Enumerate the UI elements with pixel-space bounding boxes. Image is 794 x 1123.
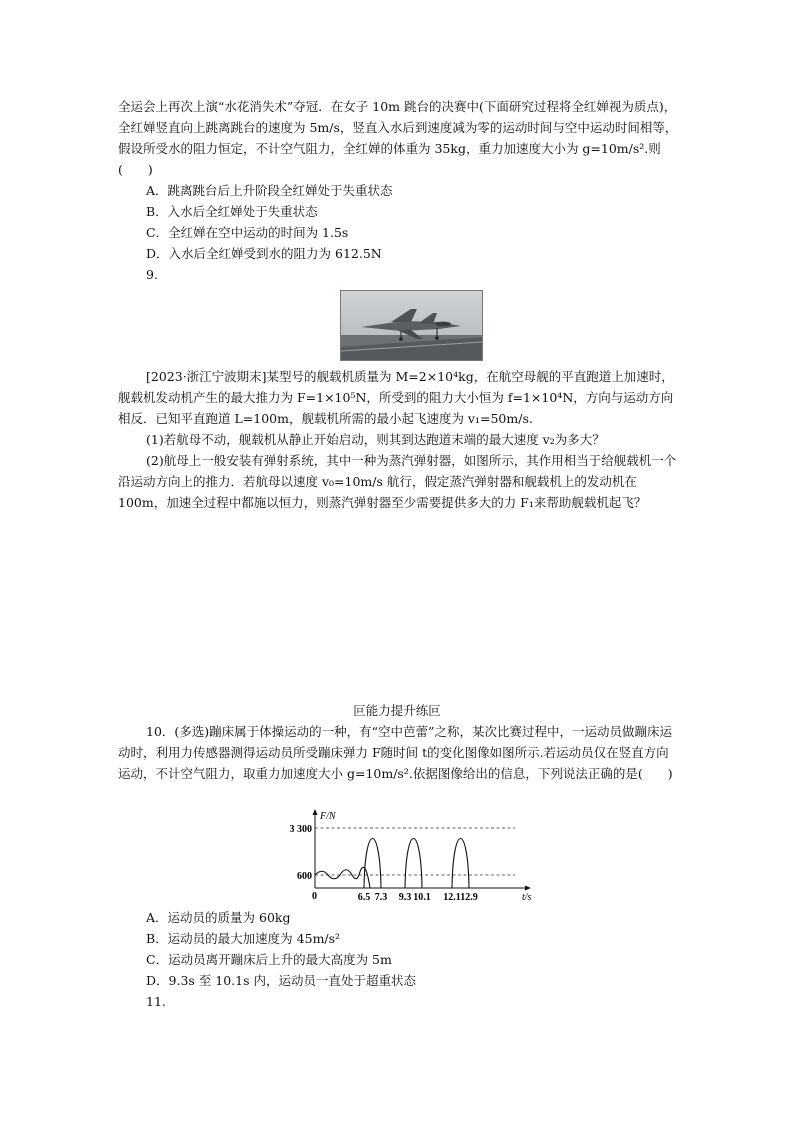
y-axis-label: F/N bbox=[320, 811, 336, 822]
x-tick-label: 10.1 bbox=[413, 892, 431, 902]
force-peak-3 bbox=[452, 839, 469, 889]
force-peak-1 bbox=[364, 839, 381, 889]
y-axis-arrow bbox=[313, 809, 318, 815]
q9-part-2: (2)航母上一般安装有弹射系统，其中一种为蒸汽弹射器，如图所示，其作用相当于给舰载机一个沿运动方向上的推力．若航母以速度 v₀=10m/s 航行，假定蒸汽弹射器和舰载机上的发动机在 100m，加速全过程中都施以恒力，则蒸汽弹射器至少需要提供多大的力 F₁来帮助舰载机起飞？ bbox=[118, 453, 677, 510]
q9-stem: [2023·浙江宁波期末]某型号的舰载机质量为 M=2×10⁴kg，在航空母舰的平直跑道上加速时，舰载机发动机产生的最大推力为 F=1×10⁵N，所受到的阻力大小恒为 f=1×10⁴N，方向与运动方向相反．已知平直跑道 L=100m，舰载机所需的最小起飞速度为 v₁=50m/s. bbox=[118, 369, 674, 426]
section-title: 叵能力提升练叵 bbox=[353, 703, 441, 718]
q9-number: 9. bbox=[146, 267, 158, 282]
initial-oscillation-curve bbox=[315, 867, 370, 888]
carrier-aircraft-photo bbox=[340, 290, 483, 361]
q9-part-1: (1)若航母不动，舰载机从静止开始启动，则其到达跑道末端的最大速度 v₂为多大？ bbox=[146, 432, 605, 447]
x-tick-label: 12.9 bbox=[460, 892, 478, 902]
y-tick-3300: 3 300 bbox=[289, 824, 312, 835]
q8-option-a: A．跳离跳台后上升阶段全红婵处于失重状态 bbox=[146, 183, 393, 198]
force-time-chart bbox=[280, 806, 540, 902]
x-tick-label: 7.3 bbox=[374, 892, 388, 902]
q8-stem: 全运会上再次上演“水花消失术”夺冠．在女子 10m 跳台的决赛中(下面研究过程将全红婵视为质点)，全红婵竖直向上跳离跳台的速度为 5m/s，竖直入水后到速度减为零的运动时间与空中运动时间相等，假设所受水的阻力恒定，不计空气阻力，全红婵的体重为 35kg，重力加速度大小为 g=10m/s².则( ) bbox=[118, 99, 678, 177]
q10-option-b: B．运动员的最大加速度为 45m/s² bbox=[146, 931, 341, 946]
fighter-jet-icon bbox=[341, 291, 482, 360]
q10-option-d: D．9.3s 至 10.1s 内，运动员一直处于超重状态 bbox=[146, 973, 416, 988]
x-tick-label: 9.3 bbox=[398, 892, 412, 902]
q10-option-c: C．运动员离开蹦床后上升的最大高度为 5m bbox=[146, 952, 392, 967]
x-axis-label: t/s bbox=[522, 892, 532, 902]
q8-option-b: B．入水后全红婵处于失重状态 bbox=[146, 204, 318, 219]
q8-option-c: C．全红婵在空中运动的时间为 1.5s bbox=[146, 225, 349, 240]
x-tick-label: 6.5 bbox=[357, 892, 371, 902]
origin-label: 0 bbox=[312, 891, 317, 902]
q10-option-a: A．运动员的质量为 60kg bbox=[146, 910, 291, 925]
force-peak-2 bbox=[405, 839, 422, 889]
x-axis-arrow bbox=[525, 886, 531, 891]
q8-option-d: D．入水后全红婵受到水的阻力为 612.5N bbox=[146, 246, 382, 261]
x-tick-label: 12.1 bbox=[443, 892, 461, 902]
q11-number: 11. bbox=[146, 994, 166, 1009]
y-tick-600: 600 bbox=[297, 871, 312, 882]
q10-stem: 10．(多选)蹦床属于体操运动的一种，有“空中芭蕾”之称，某次比赛过程中，一运动员做蹦床运动时，利用力传感器测得运动员所受蹦床弹力 F随时间 t的变化图像如图所示.若运动员仅在竖直方向运动，不计空气阻力，取重力加速度大小 g=10m/s².依据图像给出的信息，下列说法正确的是( ) bbox=[118, 724, 673, 781]
